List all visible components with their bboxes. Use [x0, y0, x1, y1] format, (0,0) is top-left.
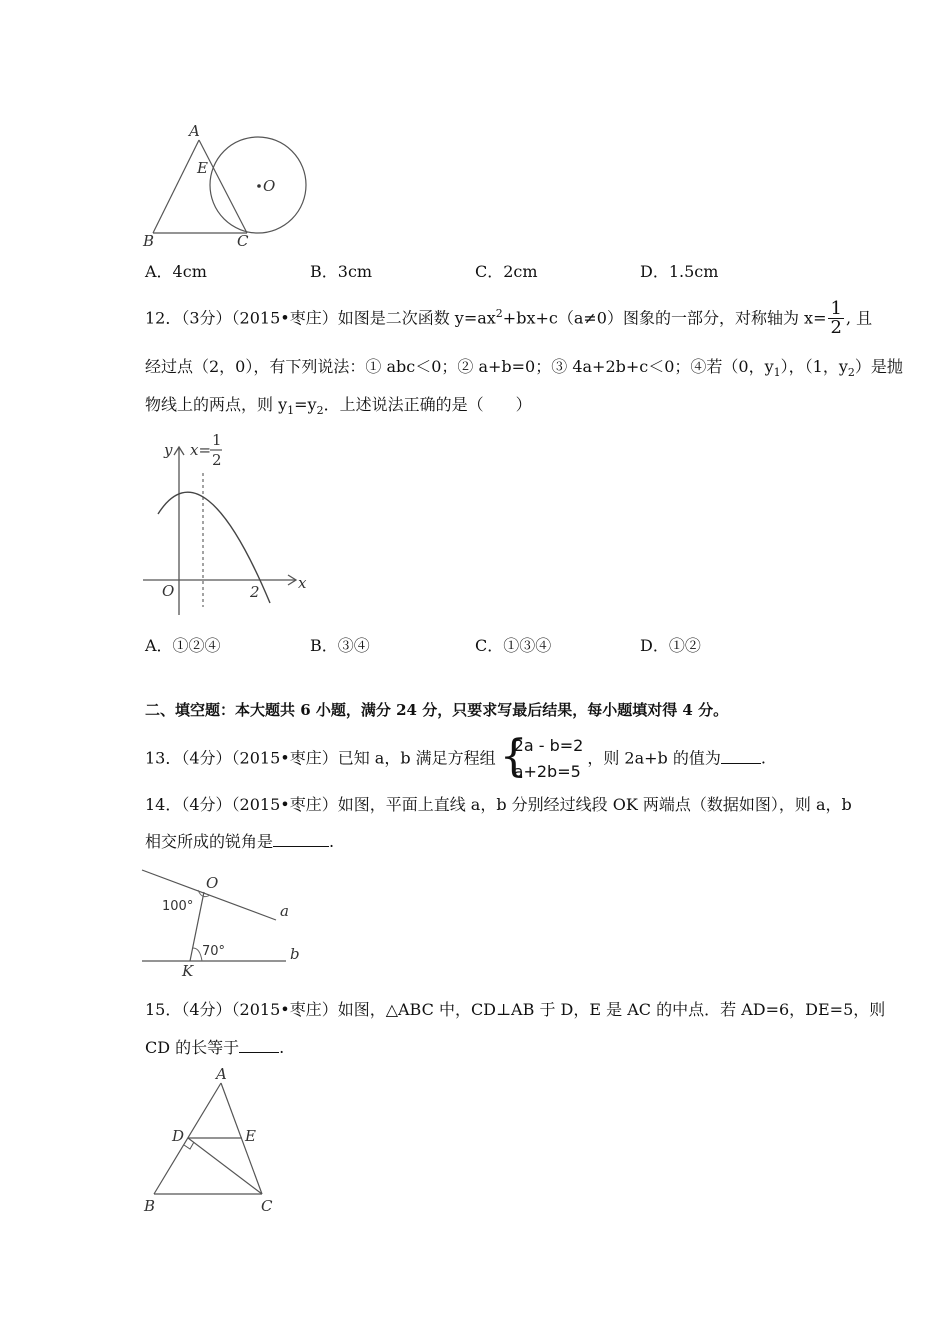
- label-d: D: [172, 1127, 185, 1145]
- axis-label: x=: [190, 441, 212, 459]
- q12-line3-sub1: 1: [287, 404, 295, 418]
- q14-answer-blank[interactable]: [273, 846, 329, 847]
- q12-line3: [145, 392, 532, 417]
- q13-post: ，则 2a+b 的值为: [587, 748, 721, 768]
- q12-figure: [138, 425, 318, 620]
- q12-line3-mid: =y: [294, 395, 317, 414]
- q12-line1: [145, 300, 872, 337]
- side-ac: [199, 140, 247, 233]
- q14-line2: [145, 829, 334, 852]
- q13-answer-blank[interactable]: [721, 763, 761, 764]
- q12-line1-mid: +bx+c（a≠0）图象的一部分，对称轴为 x=: [502, 308, 827, 328]
- q12-frac-den: 2: [830, 317, 842, 339]
- label-c: C: [237, 232, 249, 250]
- q11-option-a: A．4cm: [145, 262, 207, 281]
- q12-line1-post: , 且: [845, 308, 873, 328]
- q12-line2-mid: ），（1，y: [780, 357, 848, 376]
- q15-line2: [145, 1035, 284, 1058]
- q15-answer-blank[interactable]: [239, 1052, 279, 1053]
- x-label: x: [298, 574, 307, 592]
- q12-option-b: B．③④: [310, 636, 370, 655]
- label-c: C: [261, 1197, 273, 1215]
- q12-option-a: A．①②④: [145, 636, 221, 655]
- q15-end: .: [279, 1038, 285, 1057]
- label-b: B: [143, 232, 155, 250]
- q14-figure: [140, 862, 310, 980]
- q12-line3-sub2: 2: [316, 404, 324, 418]
- label-a: a: [280, 902, 289, 920]
- q13-equation-system: [500, 733, 584, 785]
- label-b: B: [144, 1197, 156, 1215]
- label-a: A: [216, 1065, 227, 1083]
- q12-option-c: C．①③④: [475, 636, 552, 655]
- q13-brace: {: [499, 731, 528, 782]
- q11-option-c: C．2cm: [475, 262, 538, 281]
- q12-fraction: [828, 300, 843, 337]
- q12-line1-sup: 2: [495, 307, 503, 320]
- label-e: E: [197, 159, 208, 177]
- origin-label: O: [162, 582, 175, 600]
- root-label: 2: [250, 583, 260, 601]
- q12-line2-pre: 经过点（2，0），有下列说法：① abc＜0；② a+b=0；③ 4a+2b+c＜0；④若（0，y: [145, 357, 774, 376]
- q11-option-b: B．3cm: [310, 262, 373, 281]
- q12-option-d: D．①②: [640, 636, 701, 655]
- q12-line3-post: ．上述说法正确的是（ ）: [323, 395, 532, 414]
- q12-line3-pre: 物线上的两点，则 y: [145, 395, 288, 414]
- q14-line2-text: 相交所成的锐角是: [145, 832, 274, 851]
- q12-line2-sub1: 1: [773, 366, 781, 380]
- q12-line1-pre: 12．（3分）（2015•枣庄）如图是二次函数 y=ax: [145, 308, 496, 328]
- q13-eq1: 2a - b=2: [513, 736, 584, 755]
- q12-line2-post: ）是抛: [854, 357, 903, 376]
- label-k: K: [182, 962, 194, 980]
- q12-frac-num: 1: [830, 298, 842, 320]
- angle-arc-k: [193, 948, 202, 961]
- q13-pre: 13．（4分）（2015•枣庄）已知 a，b 满足方程组: [145, 748, 496, 768]
- q12-line2: [145, 354, 903, 379]
- section2-heading: 二、填空题：本大题共 6 小题，满分 24 分，只要求写最后结果，每小题填对得 4 分。: [145, 701, 729, 719]
- q15-line2-text: CD 的长等于: [145, 1038, 240, 1057]
- segment-cd: [188, 1138, 262, 1194]
- q11-option-d: D．1.5cm: [640, 262, 719, 281]
- q13-end: .: [760, 748, 766, 768]
- axis-frac-den: 2: [212, 451, 222, 469]
- right-angle-mark: [184, 1142, 194, 1149]
- q12-line2-sub2: 2: [847, 366, 855, 380]
- center-point: [257, 184, 261, 188]
- q15-figure: [138, 1065, 288, 1220]
- label-a: A: [189, 122, 200, 140]
- label-e: E: [245, 1127, 256, 1145]
- label-o: O: [263, 177, 276, 195]
- y-label: y: [164, 441, 173, 459]
- q13-eq2: a+2b=5: [513, 762, 581, 781]
- angle-70: 70°: [202, 944, 226, 959]
- q13-line: [145, 733, 766, 785]
- q11-figure: [135, 120, 315, 255]
- axis-frac-num: 1: [212, 431, 222, 449]
- label-b: b: [290, 945, 300, 963]
- q14-line1: 14．（4分）（2015•枣庄）如图，平面上直线 a，b 分别经过线段 OK 两端点（数据如图），则 a，b: [145, 795, 852, 814]
- q15-line1: 15．（4分）（2015•枣庄）如图，△ABC 中，CD⊥AB 于 D，E 是 AC 的中点．若 AD=6，DE=5，则: [145, 1000, 886, 1019]
- label-o: O: [206, 874, 219, 892]
- angle-100: 100°: [162, 899, 194, 914]
- side-ab: [153, 140, 199, 233]
- q14-end: .: [329, 832, 335, 851]
